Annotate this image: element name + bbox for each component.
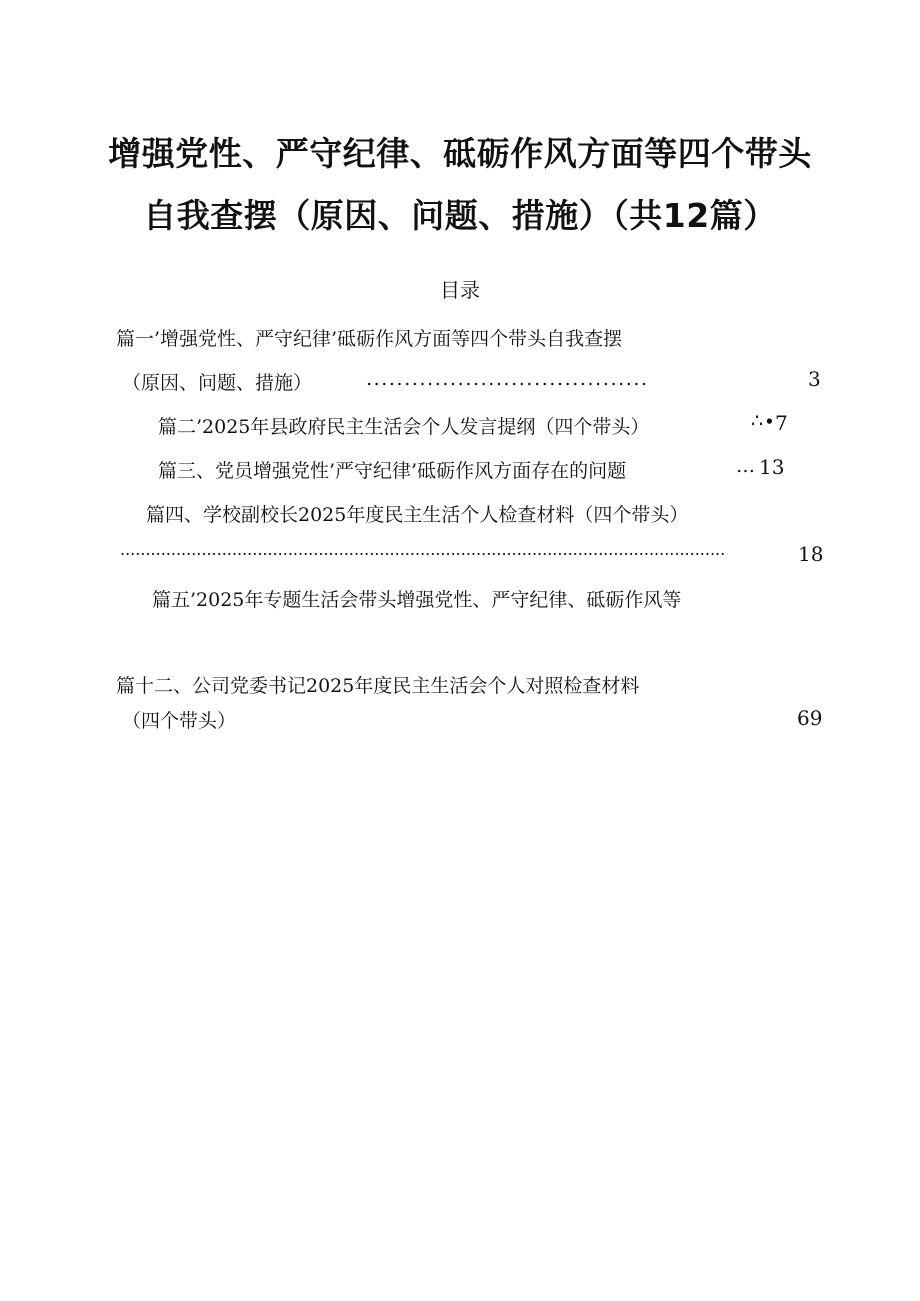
toc-entry-5-title[interactable]: 篇五’2025年专题生活会带头增强党性、严守纪律、砥砺作风等	[152, 589, 682, 611]
toc-heading: 目录	[440, 278, 480, 302]
toc-entry-12-subtitle[interactable]: （四个带头）	[122, 710, 237, 732]
toc-leader-dots: ∴∙	[751, 410, 776, 432]
toc-leader-dots: …	[736, 455, 757, 477]
document-title-line-1: 增强党性、严守纪律、砥砺作风方面等四个带头	[108, 134, 812, 173]
toc-entry-4-page: 18	[798, 542, 824, 566]
toc-entry-1-title[interactable]: 篇一’增强党性、严守纪律’砥砺作风方面等四个带头自我查摆	[116, 328, 623, 350]
toc-entry-2-title[interactable]: 篇二’2025年县政府民主生活会个人发言提纲（四个带头）	[158, 416, 650, 438]
toc-entry-2-page: 7	[775, 411, 788, 435]
toc-entry-3-page: 13	[759, 455, 785, 479]
toc-entry-1-subtitle[interactable]: （原因、问题、措施）	[122, 372, 313, 394]
toc-leader-dots: .......................................................................................................................	[120, 540, 726, 559]
toc-entry-4-title[interactable]: 篇四、学校副校长2025年度民主生活个人检查材料（四个带头）	[146, 504, 689, 526]
toc-leader-dots: .....................................	[366, 368, 649, 390]
toc-entry-1-page: 3	[808, 367, 821, 391]
toc-entry-3-title[interactable]: 篇三、党员增强党性’严守纪律’砥砺作风方面存在的问题	[158, 460, 627, 482]
document-title-line-2: 自我查摆（原因、问题、措施）（共12篇）	[143, 196, 777, 235]
toc-entry-12-title[interactable]: 篇十二、公司党委书记2025年度民主生活会个人对照检查材料	[116, 675, 640, 697]
toc-entry-12-page: 69	[797, 706, 823, 730]
